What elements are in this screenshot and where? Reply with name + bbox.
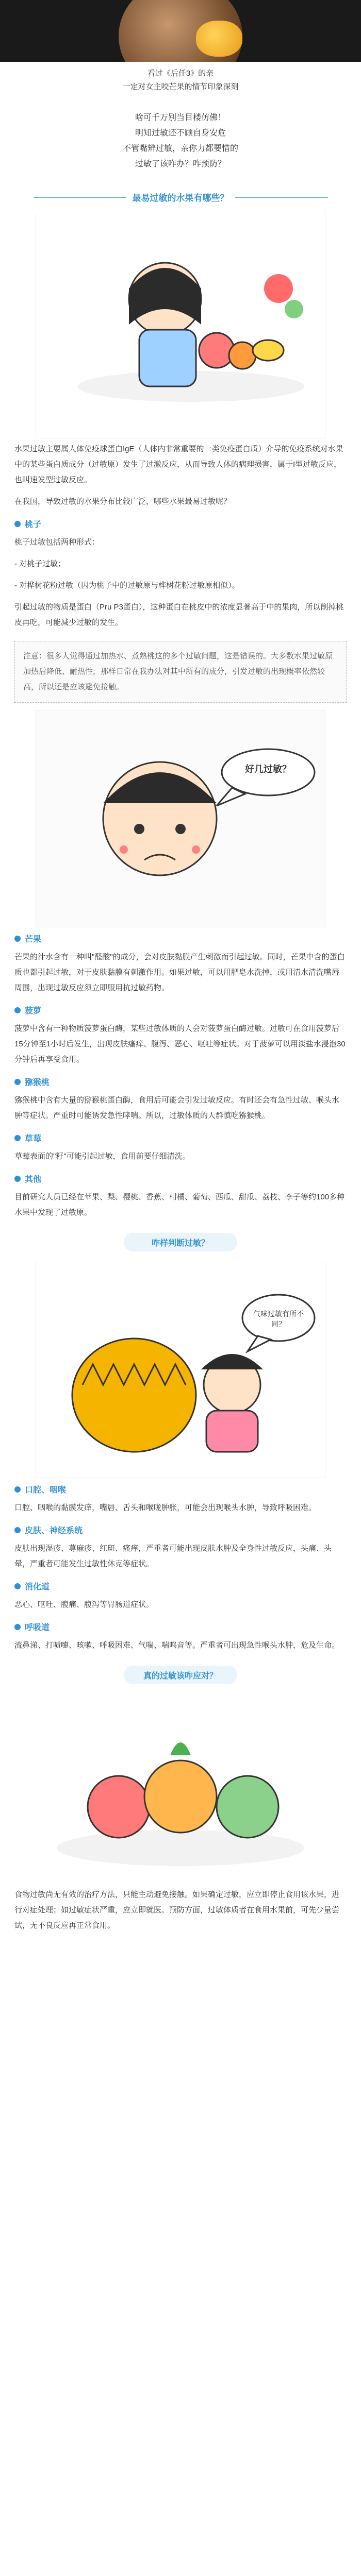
paragraph-intro: 水果过敏主要属人体免疫球蛋白IgE（人体内非常重要的一类免疫蛋白质）介导的免疫系统对水果中的某些蛋白质成分（过敏原）发生了过激反应，从而导致人体的病理损害，属于I型过敏反应，也叫速发型过敏反应。 bbox=[14, 445, 343, 484]
peach-intro: 桃子过敏包括两种形式： bbox=[14, 538, 100, 547]
bullet-dot-icon bbox=[14, 1176, 21, 1182]
bullet-dot-icon bbox=[14, 1624, 21, 1630]
strawberry-text: 草莓表面的"籽"可能引起过敏，食用前要仔细清洗。 bbox=[14, 1152, 190, 1161]
subhead-label: 桃子 bbox=[25, 520, 42, 529]
subhead-symptom-digestive bbox=[0, 1575, 361, 1594]
intro-line: 啥可千万别当目楼仿佛！ bbox=[135, 113, 226, 122]
bullet-dot-icon bbox=[14, 521, 21, 527]
subhead-label: 其他 bbox=[25, 1175, 42, 1184]
section-head-fruits bbox=[0, 191, 361, 204]
intro-block bbox=[0, 99, 361, 183]
bullet-dot-icon bbox=[14, 1583, 21, 1589]
bullet-dot-icon bbox=[14, 1007, 21, 1013]
illustration-durian-girl bbox=[36, 1261, 325, 1478]
subhead-symptom-mouth bbox=[0, 1478, 361, 1497]
subhead-label: 呼吸道 bbox=[25, 1623, 50, 1632]
bullet-dot-icon bbox=[14, 1486, 21, 1493]
speech-bubble: 好几过敏？ bbox=[245, 764, 291, 774]
subhead-label: 皮肤、神经系统 bbox=[25, 1527, 83, 1535]
subhead-label: 草莓 bbox=[25, 1134, 42, 1143]
peach-item: - 对桦树花粉过敏（因为桃子中的过敏原与桦树花粉过敏原相似）。 bbox=[14, 581, 240, 590]
header-caption bbox=[0, 62, 361, 99]
bullet-dot-icon bbox=[14, 1079, 21, 1085]
note-box bbox=[14, 641, 347, 703]
section-title: 最易过敏的水果有哪些？ bbox=[132, 193, 229, 203]
bullet-dot-icon bbox=[14, 936, 21, 942]
subhead-pineapple bbox=[0, 999, 361, 1018]
mango-text: 芒果的汁水含有一种叫"醛酸"的成分，会对皮肤黏膜产生刺激而引起过敏。同时，芒果中含的蛋白质也都引起过敏，对于皮肤黏膜有刺激作用。如果过敏，可以用肥皂水洗掉，或用清水清洗嘴唇周围，出现过敏反应须立即服用抗过敏药物。 bbox=[14, 953, 345, 992]
final-paragraph: 食物过敏尚无有效的治疗方法，只能主动避免接触。如果确定过敏，应立即停止食用该水果，进行对症处理；如过敏症状严重，应立即就医。预防方面，过敏体质者在食用水果前，可先少量尝试，无不良反应再正常食用。 bbox=[14, 1890, 340, 1930]
others-text: 目前研究人员已经在苹果、梨、樱桃、香蕉、柑橘、葡萄、西瓜、甜瓜、荔枝、李子等约100多种水果中发现了过敏原。 bbox=[14, 1193, 345, 1217]
divider bbox=[235, 197, 328, 198]
speech-bubble: 气味过敏有所不同？ bbox=[253, 1310, 304, 1328]
subhead-label: 消化道 bbox=[25, 1583, 50, 1591]
paragraph-question: 在我国，导致过敏的水果分布比较广泛，哪些水果最易过敏呢？ bbox=[14, 497, 232, 506]
subhead-label: 菠萝 bbox=[25, 1007, 42, 1015]
illustration-allergy-boy bbox=[36, 710, 325, 927]
subhead-label: 猕猴桃 bbox=[25, 1078, 50, 1087]
girl-fruits-icon bbox=[36, 211, 325, 438]
subhead-label: 口腔、咽喉 bbox=[25, 1486, 67, 1495]
caption-line-1: 看过《后任3》的亲 bbox=[147, 69, 214, 78]
fruit-plate-icon bbox=[36, 1693, 325, 1879]
durian-girl-icon bbox=[36, 1261, 325, 1478]
header-photo bbox=[0, 0, 361, 62]
symptom-text: 流鼻涕、打喷嚏、咳嗽、呼吸困难、气喘、喘鸣音等。严重者可出现急性喉头水肿，危及生命。 bbox=[14, 1641, 340, 1650]
intro-line: 不管嘴辨过敏，亲你力都要惜的 bbox=[122, 144, 238, 153]
subhead-symptom-skin bbox=[0, 1519, 361, 1538]
bullet-dot-icon bbox=[14, 1135, 21, 1141]
kiwi-text: 猕猴桃中含有大量的猕猴桃蛋白酶，食用后可能会引发过敏反应。有时还会有急性过敏、喉头水肿等症状。严重时可能诱发急性哮喘。所以，过敏体质的人群慎吃猕猴桃。 bbox=[14, 1096, 340, 1120]
pineapple-text: 菠萝中含有一种物质菠萝蛋白酶，某些过敏体质的人会对菠萝蛋白酶过敏。过敏可在食用菠萝后15分钟至1小时后发生，出现皮肤瘙痒、腹泻、恶心、呕吐等症状。对于菠萝可以用淡盐水浸泡30分钟后再享受食用。 bbox=[14, 1024, 346, 1064]
symptom-text: 口腔、咽喉的黏膜发痒，嘴唇、舌头和喉咙肿胀，可能会出现喉头水肿，导致呼吸困难。 bbox=[14, 1503, 317, 1512]
pill-how-to-handle: 真的过敏该咋应对？ bbox=[124, 1666, 237, 1684]
divider bbox=[34, 197, 126, 198]
mango-icon bbox=[196, 21, 242, 57]
subhead-strawberry bbox=[0, 1127, 361, 1146]
symptom-text: 皮肤出现湿疹、荨麻疹、红斑、瘙痒，严重者可能出现皮肤水肿及全身性过敏反应，头痛、头晕，严重者可能发生过敏性休克等症状。 bbox=[14, 1544, 332, 1568]
note-text: 注意：很多人觉得通过加热水、煮熟桃这的多个过敏问题，这是错误的。大多数水果过敏原加热后降低、耐热性，那样日常在我办法对其中所有的成分，引发过敏的出现概率依然较高，所以还是应该避免接触。 bbox=[23, 652, 333, 691]
subhead-others bbox=[0, 1167, 361, 1187]
peach-detail: 引起过敏的物质是蛋白（Pru P3蛋白），这种蛋白在桃皮中的浓度显著高于中的果肉，所以削掉桃皮再吃，可能减少过敏的发生。 bbox=[14, 603, 344, 627]
peach-item: - 对桃子过敏； bbox=[14, 560, 66, 568]
illustration-fruit-plate bbox=[36, 1693, 325, 1879]
intro-line: 过敏了该咋办？咋预防？ bbox=[135, 160, 226, 168]
subhead-symptom-respiratory bbox=[0, 1616, 361, 1635]
intro-line: 明知过敏还不顾自身安危 bbox=[135, 129, 226, 138]
caption-line-2: 一定对女主咬芒果的情节印象深刻 bbox=[122, 82, 239, 91]
allergy-boy-icon bbox=[36, 710, 325, 927]
symptom-text: 恶心、呕吐、腹痛、腹泻等胃肠道症状。 bbox=[14, 1600, 154, 1609]
subhead-label: 芒果 bbox=[25, 935, 42, 944]
bullet-dot-icon bbox=[14, 1527, 21, 1533]
illustration-girl-fruits bbox=[36, 211, 325, 438]
pill-judge-allergy: 咋样判断过敏？ bbox=[124, 1233, 237, 1251]
subhead-kiwi bbox=[0, 1071, 361, 1090]
subhead-peach bbox=[0, 513, 361, 532]
subhead-mango bbox=[0, 927, 361, 946]
